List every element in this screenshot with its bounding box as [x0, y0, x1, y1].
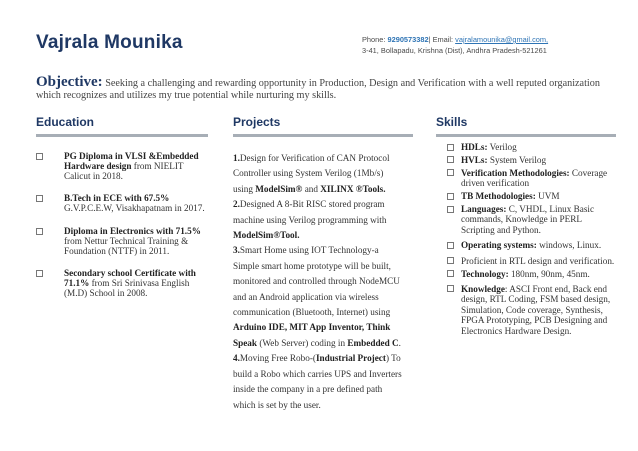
skill-detail: UVM — [535, 191, 560, 202]
skills-list — [436, 142, 616, 339]
checkbox-icon — [447, 156, 454, 163]
skill-label: HVLs: — [461, 154, 488, 165]
checkbox-icon — [36, 270, 43, 277]
phone-label: Phone: — [362, 35, 388, 44]
skill-item — [436, 269, 616, 279]
checkbox-icon — [447, 193, 454, 200]
education-degree: PG Diploma in VLSI &Embedded Hardware design — [64, 151, 199, 171]
education-list — [36, 152, 206, 312]
checkbox-icon — [447, 206, 454, 213]
skills-rule — [436, 134, 616, 137]
skill-detail: windows, Linux. — [536, 240, 602, 251]
checkbox-icon — [447, 169, 454, 176]
project-number: 3. — [233, 245, 240, 256]
skill-detail: C, VHDL, Linux Basic commands, Knowledge in PERL Scripting and Python. — [461, 204, 595, 235]
skill-item — [436, 284, 616, 336]
skill-detail: Verilog — [487, 142, 517, 152]
project-text: and — [302, 183, 321, 194]
checkbox-icon — [447, 285, 454, 292]
project-text: (Web Server) coding in — [257, 337, 348, 348]
education-item — [36, 194, 206, 214]
project-number: 4. — [233, 353, 240, 364]
skill-item — [436, 204, 616, 235]
project-number: 1. — [233, 153, 240, 163]
education-degree: Diploma in Electronics with 71.5% — [64, 225, 201, 236]
phone-number: 9290573382 — [387, 35, 429, 44]
project-item — [233, 151, 403, 197]
skill-detail: : ASCI Front end, Back end design, RTL Coding, FSM based design, Simulation, Code coverage, Synthesis, FPGA Prototyping, PCB Designing and Electronics Hardware Design. — [461, 283, 611, 336]
project-bold: XILINX ®Tools. — [320, 183, 386, 194]
contact-block — [362, 34, 602, 56]
education-rule — [36, 134, 208, 137]
project-text: Moving Free Robo-( — [239, 353, 316, 364]
education-item — [36, 227, 206, 256]
education-item — [36, 269, 206, 298]
skill-detail: Proficient in RTL design and verification. — [461, 255, 615, 266]
skills-heading: Skills — [436, 115, 468, 129]
project-text: Designed A 8-Bit RISC stored program machine using Verilog programming with — [233, 199, 387, 225]
checkbox-icon — [447, 144, 454, 151]
education-detail: from Nettur Technical Training & Foundation (NTTF) in 2011. — [64, 235, 189, 256]
checkbox-icon — [447, 270, 454, 277]
project-number: 2. — [233, 199, 240, 210]
project-text: Design for Verification of CAN Protocol Controller using System Verilog (1Mb/s) using — [233, 153, 390, 194]
education-detail: G.V.P.C.E.W, Visakhapatnam in 2017. — [64, 203, 205, 214]
skill-label: Verification Methodologies: — [461, 167, 570, 178]
skill-detail: 180nm, 90nm, 45nm. — [508, 268, 590, 279]
project-bold: Industrial Project — [315, 353, 386, 364]
skill-item — [436, 142, 616, 152]
skill-item — [436, 168, 616, 189]
skill-label: HDLs: — [461, 142, 488, 152]
email-link[interactable]: vajralamounika@gmail.com, — [455, 35, 549, 44]
skill-label: Languages: — [461, 204, 507, 215]
skill-label: Technology: — [461, 268, 509, 279]
education-degree: Secondary school Certificate with 71.1% — [64, 268, 196, 289]
checkbox-icon — [36, 153, 43, 160]
project-item — [233, 351, 403, 413]
skill-item — [436, 240, 616, 250]
projects-heading: Projects — [233, 115, 281, 129]
education-heading: Education — [36, 115, 95, 129]
objective — [36, 74, 606, 101]
skill-detail: Coverage driven verification — [461, 167, 608, 189]
project-bold: ModelSim®Tool. — [233, 230, 300, 241]
skill-label: Knowledge — [461, 283, 505, 294]
projects-rule — [233, 134, 413, 137]
objective-text: Seeking a challenging and rewarding opportunity in Production, Design and Verification with a well reputed organization which recognizes and utilizes my true potential while nurturing my skills. — [36, 78, 600, 101]
skill-item — [436, 191, 616, 201]
education-detail: from NIELIT Calicut in 2018. — [64, 160, 184, 181]
checkbox-icon — [36, 195, 43, 202]
skill-item — [436, 256, 616, 266]
project-item — [233, 243, 403, 351]
project-text: ) To build a Robo which carries UPS and Inverters inside the company in a pre defined path which is set by the user. — [233, 353, 402, 410]
candidate-name: Vajrala Mounika — [36, 32, 183, 53]
checkbox-icon — [447, 257, 454, 264]
project-text: Smart Home using IOT Technology-a Simple smart home prototype will be built, monitored and controlled through NodeMCU and an Android application via wireless communication (Bluetooth, Internet) using — [233, 245, 400, 318]
education-degree: B.Tech in ECE with 67.5% — [64, 193, 170, 204]
project-bold: Arduino IDE, MIT App Inventor, Think Speak — [233, 322, 391, 348]
skill-detail: System Verilog — [487, 154, 547, 165]
objective-label: Objective: — [36, 74, 103, 90]
project-bold: Embedded C — [347, 337, 399, 348]
checkbox-icon — [36, 228, 43, 235]
skill-item — [436, 155, 616, 165]
skill-label: Operating systems: — [461, 240, 537, 251]
projects-list — [233, 151, 403, 413]
contact-line — [362, 34, 602, 45]
education-detail: from Sri Srinivasa English (M.D) School in 2008. — [64, 278, 190, 298]
education-item — [36, 152, 206, 181]
skill-label: TB Methodologies: — [461, 191, 536, 202]
project-item — [233, 197, 403, 243]
project-bold: ModelSim® — [255, 183, 303, 194]
checkbox-icon — [447, 242, 454, 249]
address: 3-41, Bollapadu, Krishna (Dist), Andhra Pradesh-521261 — [362, 46, 547, 55]
project-text: . — [398, 337, 401, 348]
email-label: | Email: — [428, 35, 456, 44]
